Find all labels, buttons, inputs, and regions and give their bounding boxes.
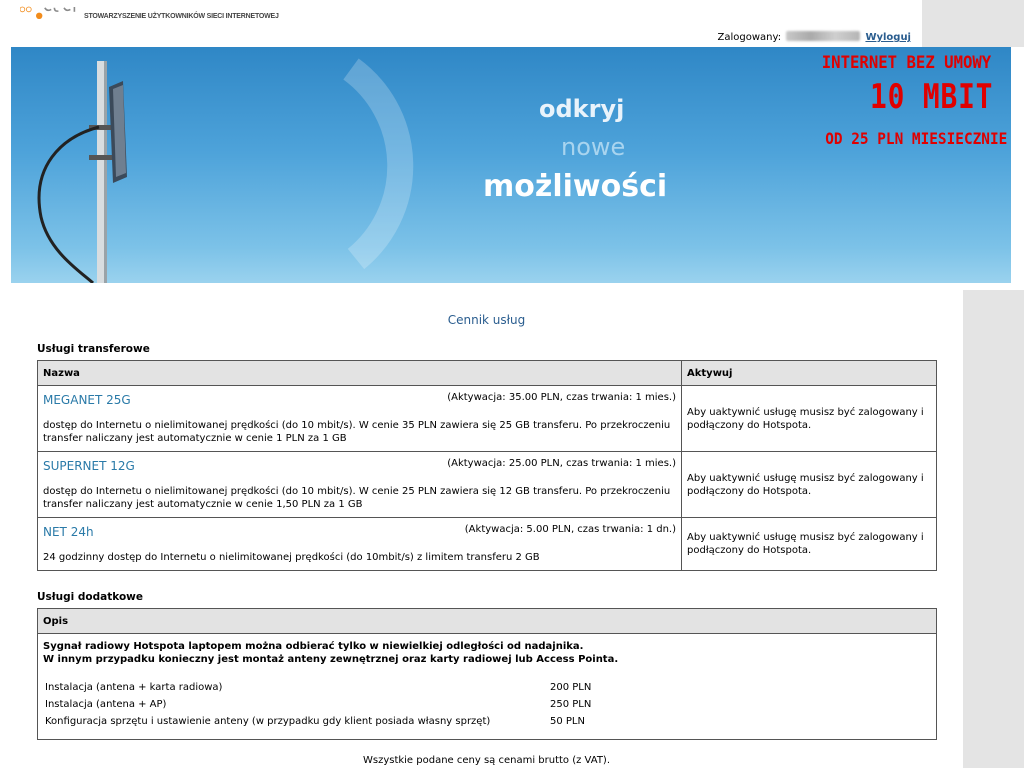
slogan-line-3: możliwości xyxy=(483,169,668,204)
col-header-name: Nazwa xyxy=(38,361,682,386)
logo[interactable] xyxy=(20,0,279,32)
slogan-line-1: odkryj xyxy=(539,95,625,123)
table-row xyxy=(38,452,937,518)
activate-note: Aby uaktywnić usługę musisz być zalogowany i podłączony do Hotspota. xyxy=(682,386,937,452)
addon-name: Instalacja (antena + AP) xyxy=(45,699,167,710)
list-item xyxy=(43,699,931,716)
logged-label: Zalogowany: xyxy=(717,32,782,43)
activate-note: Aby uaktywnić usługę musisz być zalogowany i podłączony do Hotspota. xyxy=(682,452,937,518)
slogan-line-2: nowe xyxy=(561,133,626,161)
addon-price: 200 PLN xyxy=(550,682,592,693)
footer-note: Wszystkie podane ceny są cenami brutto (z VAT). xyxy=(362,755,611,766)
table-row xyxy=(38,634,937,740)
service-description: 24 godzinny dostęp do Internetu o nielimitowanej prędkości (do 10mbit/s) z limitem transferu 2 GB xyxy=(43,552,540,563)
service-name: NET 24h xyxy=(43,525,94,539)
page-gutter xyxy=(963,290,1024,768)
service-cell xyxy=(38,386,682,452)
service-cell xyxy=(38,518,682,571)
extras-section-title: Usługi dodatkowe xyxy=(37,591,144,603)
service-activation: (Aktywacja: 35.00 PLN, czas trwania: 1 mies.) xyxy=(447,392,676,403)
service-cell xyxy=(38,452,682,518)
page-gutter-top xyxy=(922,0,1024,47)
service-description: dostęp do Internetu o nielimitowanej prędkości (do 10 mbit/s). W cenie 25 PLN zawiera się 12 GB transferu. Po przekroczeniu transfer naliczany jest automatycznie w cenie 1,50 PLN za 1 GB xyxy=(43,486,671,510)
username-blurred xyxy=(786,31,860,41)
extras-cell xyxy=(38,634,937,740)
promo-line-2: 10 MBIT xyxy=(869,77,993,117)
transfer-section-title: Usługi transferowe xyxy=(37,343,150,355)
list-item xyxy=(43,682,931,699)
notice-line-1: Sygnał radiowy Hotspota laptopem można odbierać tylko w niewielkiej odległości od nadajnika. xyxy=(43,641,584,652)
col-header-activate: Aktywuj xyxy=(682,361,937,386)
addon-list xyxy=(43,682,931,733)
transfer-services-table xyxy=(37,360,937,571)
col-header-desc: Opis xyxy=(38,609,937,634)
logout-link[interactable]: Wyloguj xyxy=(865,32,911,43)
addon-name: Konfiguracja sprzętu i ustawienie anteny (w przypadku gdy klient posiada własny sprzęt) xyxy=(45,716,491,727)
list-item xyxy=(43,716,931,733)
hero-banner xyxy=(11,47,1011,283)
activate-note: Aby uaktywnić usługę musisz być zalogowany i podłączony do Hotspota. xyxy=(682,518,937,571)
antenna-illustration xyxy=(11,47,1011,283)
page-title: Cennik usług xyxy=(447,313,526,327)
notice-line-2: W innym przypadku konieczny jest montaż anteny zewnętrznej oraz karty radiowej lub Access Pointa. xyxy=(43,654,619,665)
promo-line-1: INTERNET BEZ UMOWY xyxy=(821,53,991,73)
logo-subtitle: STOWARZYSZENIE UŻYTKOWNIKÓW SIECI INTERNETOWEJ xyxy=(84,13,279,20)
addon-price: 250 PLN xyxy=(550,699,592,710)
addon-price: 50 PLN xyxy=(550,716,585,727)
service-activation: (Aktywacja: 5.00 PLN, czas trwania: 1 dn.) xyxy=(464,524,676,535)
table-row xyxy=(38,386,937,452)
extras-table xyxy=(37,608,937,740)
service-description: dostęp do Internetu o nielimitowanej prędkości (do 10 mbit/s). W cenie 35 PLN zawiera się 25 GB transferu. Po przekroczeniu transfer naliczany jest automatycznie w cenie 1 PLN za 1 GB xyxy=(43,420,671,444)
service-activation: (Aktywacja: 25.00 PLN, czas trwania: 1 mies.) xyxy=(447,458,676,469)
login-bar xyxy=(718,31,911,43)
addon-name: Instalacja (antena + karta radiowa) xyxy=(45,682,223,693)
service-name: MEGANET 25G xyxy=(43,393,131,407)
table-row xyxy=(38,518,937,571)
promo-line-3: OD 25 PLN MIESIECZNIE xyxy=(824,129,1007,148)
service-name: SUPERNET 12G xyxy=(43,459,135,473)
